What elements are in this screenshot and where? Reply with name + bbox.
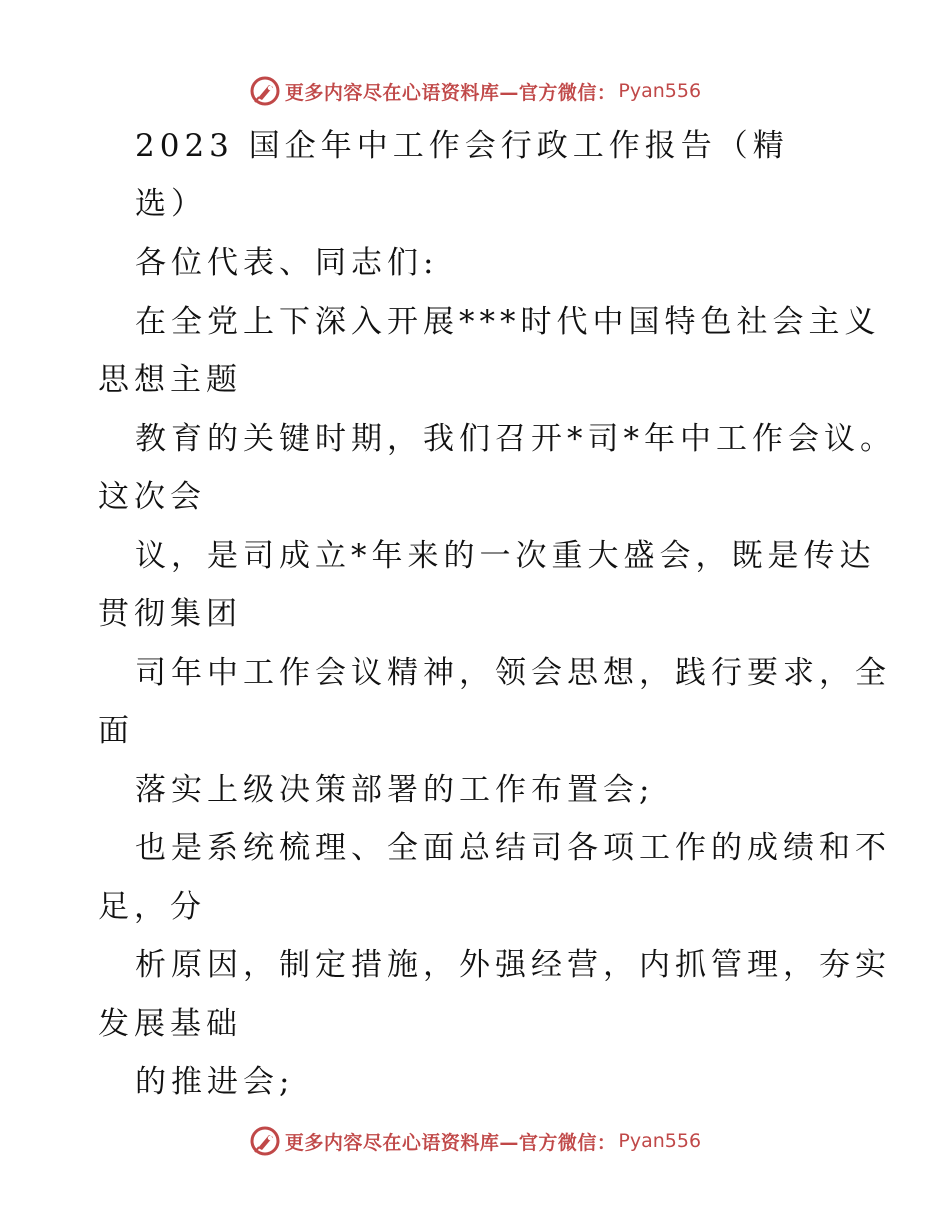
watermark-text: 更多内容尽在心语资料库—官方微信： xyxy=(284,81,617,104)
paragraph-line: 贯彻集团 xyxy=(98,596,242,632)
paragraph-line: 议，是司成立*年来的一次重大盛会，既是传达 xyxy=(135,538,876,574)
watermark-wechat-id: Pyan556 xyxy=(618,1130,702,1152)
document-title-line-2: 选） xyxy=(135,186,207,222)
document-title-line-1: 2023 国企年中工作会行政工作报告（精 xyxy=(135,128,789,164)
paragraph-line: 司年中工作会议精神，领会思想，践行要求，全 xyxy=(135,655,891,691)
paragraph-line: 的推进会; xyxy=(135,1064,295,1100)
paragraph-line: 析原因，制定措施，外强经营，内抓管理，夯实 xyxy=(135,947,891,983)
paragraph-line: 教育的关键时期，我们召开*司*年中工作会议。 xyxy=(135,421,896,457)
paragraph-line: 在全党上下深入开展***时代中国特色社会主义 xyxy=(135,304,881,340)
watermark-text: 更多内容尽在心语资料库—官方微信： xyxy=(284,1131,617,1154)
fountain-pen-logo-icon xyxy=(249,1125,281,1157)
paragraph-line: 这次会 xyxy=(98,479,206,515)
paragraph-line: 也是系统梳理、全面总结司各项工作的成绩和不 xyxy=(135,830,891,866)
paragraph-line: 思想主题 xyxy=(98,362,242,398)
footer-watermark xyxy=(0,1121,950,1161)
paragraph-line: 面 xyxy=(98,713,134,749)
salutation: 各位代表、同志们: xyxy=(135,245,439,281)
paragraph-line: 发展基础 xyxy=(98,1006,242,1042)
paragraph-line: 落实上级决策部署的工作布置会; xyxy=(135,772,655,808)
paragraph-line: 足，分 xyxy=(98,889,206,925)
watermark-wechat-id: Pyan556 xyxy=(618,80,702,102)
